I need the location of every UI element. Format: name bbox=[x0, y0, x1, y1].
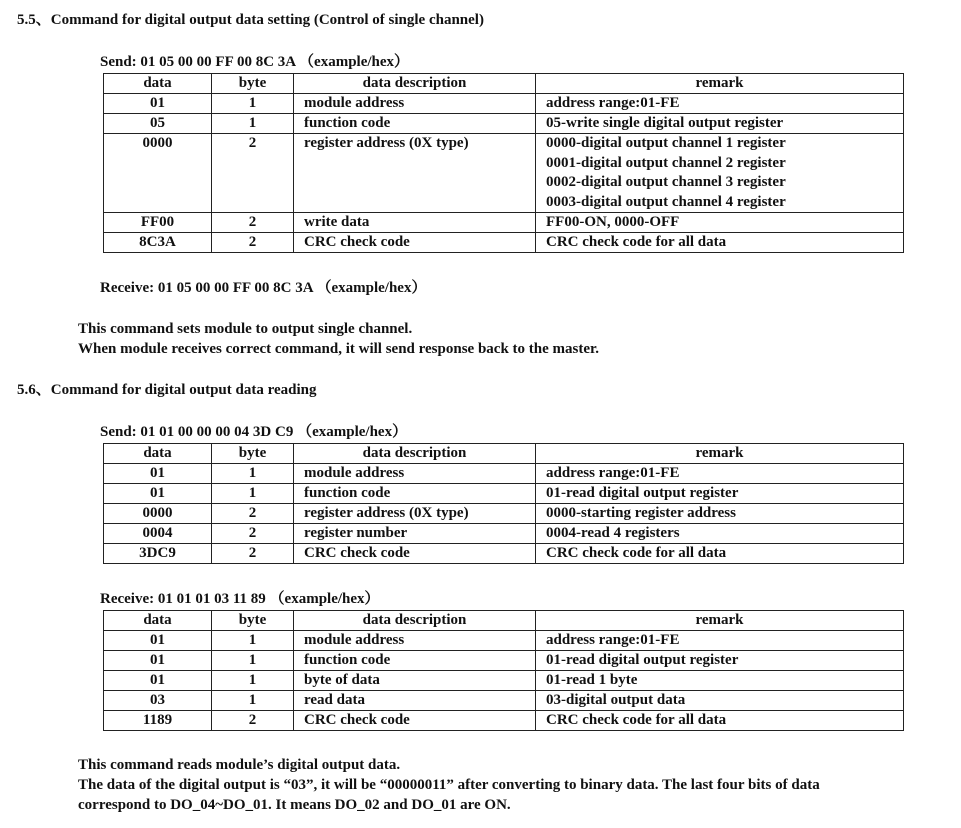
table-header-row bbox=[104, 444, 904, 464]
cell-description: register address (0X type) bbox=[294, 504, 536, 524]
note-line: The data of the digital output is “03”, it will be “00000011” after converting to binary data. The last four bits of data bbox=[78, 777, 820, 793]
cell-description: module address bbox=[294, 464, 536, 484]
table-row bbox=[104, 691, 904, 711]
cell-description: register address (0X type) bbox=[294, 134, 536, 213]
table-row bbox=[104, 671, 904, 691]
cell-description: CRC check code bbox=[294, 544, 536, 564]
cell-data: 01 bbox=[104, 631, 212, 651]
table-row bbox=[104, 484, 904, 504]
cell-description: function code bbox=[294, 484, 536, 504]
cell-description: function code bbox=[294, 651, 536, 671]
command-table-5-5 bbox=[103, 73, 904, 253]
cell-data: 01 bbox=[104, 464, 212, 484]
cell-data: 1189 bbox=[104, 711, 212, 731]
cell-data: 0000 bbox=[104, 504, 212, 524]
table-row bbox=[104, 631, 904, 651]
table-row bbox=[104, 651, 904, 671]
table-row bbox=[104, 464, 904, 484]
remark-line: 0003-digital output channel 4 register bbox=[546, 193, 786, 210]
cell-description: register number bbox=[294, 524, 536, 544]
send-table-5-6 bbox=[103, 443, 904, 564]
cell-remark: CRC check code for all data bbox=[536, 233, 904, 253]
cell-description: module address bbox=[294, 94, 536, 114]
table-row bbox=[104, 94, 904, 114]
cell-byte: 1 bbox=[212, 114, 294, 134]
table-row bbox=[104, 524, 904, 544]
cell-byte: 1 bbox=[212, 631, 294, 651]
col-header-byte: byte bbox=[212, 74, 294, 94]
cell-data: 3DC9 bbox=[104, 544, 212, 564]
remark-line: 0001-digital output channel 2 register bbox=[546, 154, 786, 171]
note-line: correspond to DO_04~DO_01. It means DO_02 and DO_01 are ON. bbox=[78, 797, 511, 813]
cell-remark: 01-read digital output register bbox=[536, 484, 904, 504]
cell-byte: 2 bbox=[212, 233, 294, 253]
remark-line: 0002-digital output channel 3 register bbox=[546, 174, 786, 190]
cell-remark: 0000-starting register address bbox=[536, 504, 904, 524]
cell-remark: CRC check code for all data bbox=[536, 711, 904, 731]
cell-remark: 01-read digital output register bbox=[536, 651, 904, 671]
cell-remark: address range:01-FE bbox=[536, 631, 904, 651]
section-5-5-heading: 5.5、Command for digital output data setting (Control of single channel) bbox=[17, 12, 484, 28]
table-row bbox=[104, 544, 904, 564]
cell-description: byte of data bbox=[294, 671, 536, 691]
cell-byte: 1 bbox=[212, 651, 294, 671]
cell-data: FF00 bbox=[104, 213, 212, 233]
cell-data: 0000 bbox=[104, 134, 212, 213]
cell-remark: CRC check code for all data bbox=[536, 544, 904, 564]
cell-data: 01 bbox=[104, 484, 212, 504]
cell-description: read data bbox=[294, 691, 536, 711]
cell-byte: 2 bbox=[212, 504, 294, 524]
col-header-data: data bbox=[104, 444, 212, 464]
col-header-data: data bbox=[104, 74, 212, 94]
cell-remark: 03-digital output data bbox=[536, 691, 904, 711]
cell-byte: 1 bbox=[212, 94, 294, 114]
cell-data: 01 bbox=[104, 671, 212, 691]
cell-byte: 1 bbox=[212, 484, 294, 504]
receive-example-5-6: Receive: 01 01 01 03 11 89 （example/hex） bbox=[100, 591, 380, 607]
note-line: This command sets module to output single channel. bbox=[78, 321, 413, 337]
cell-remark: address range:01-FE bbox=[536, 94, 904, 114]
cell-byte: 2 bbox=[212, 711, 294, 731]
col-header-remark: remark bbox=[536, 444, 904, 464]
col-header-data: data bbox=[104, 611, 212, 631]
cell-remark: FF00-ON, 0000-OFF bbox=[536, 213, 904, 233]
cell-data: 01 bbox=[104, 94, 212, 114]
cell-byte: 2 bbox=[212, 213, 294, 233]
receive-example-5-5: Receive: 01 05 00 00 FF 00 8C 3A （example/hex） bbox=[100, 280, 427, 296]
col-header-description: data description bbox=[294, 444, 536, 464]
cell-remark: 01-read 1 byte bbox=[536, 671, 904, 691]
cell-byte: 2 bbox=[212, 544, 294, 564]
col-header-byte: byte bbox=[212, 444, 294, 464]
cell-remark: 05-write single digital output register bbox=[536, 114, 904, 134]
receive-table-5-6 bbox=[103, 610, 904, 731]
table-row bbox=[104, 114, 904, 134]
section-5-6-heading: 5.6、Command for digital output data reading bbox=[17, 382, 317, 398]
note-line: When module receives correct command, it will send response back to the master. bbox=[78, 341, 600, 357]
cell-byte: 2 bbox=[212, 134, 294, 213]
table-row bbox=[104, 504, 904, 524]
cell-remark: 0004-read 4 registers bbox=[536, 524, 904, 544]
cell-description: function code bbox=[294, 114, 536, 134]
cell-byte: 1 bbox=[212, 464, 294, 484]
table-row bbox=[104, 134, 904, 213]
table-header-row bbox=[104, 611, 904, 631]
cell-remark bbox=[536, 134, 904, 213]
cell-byte: 1 bbox=[212, 671, 294, 691]
table-row bbox=[104, 711, 904, 731]
cell-data: 01 bbox=[104, 651, 212, 671]
col-header-remark: remark bbox=[536, 611, 904, 631]
cell-description: write data bbox=[294, 213, 536, 233]
col-header-byte: byte bbox=[212, 611, 294, 631]
col-header-description: data description bbox=[294, 74, 536, 94]
table-row bbox=[104, 233, 904, 253]
cell-description: CRC check code bbox=[294, 711, 536, 731]
cell-data: 03 bbox=[104, 691, 212, 711]
cell-remark: address range:01-FE bbox=[536, 464, 904, 484]
cell-data: 8C3A bbox=[104, 233, 212, 253]
table-row bbox=[104, 213, 904, 233]
send-example-5-5: Send: 01 05 00 00 FF 00 8C 3A （example/hex） bbox=[100, 54, 410, 70]
col-header-remark: remark bbox=[536, 74, 904, 94]
cell-byte: 1 bbox=[212, 691, 294, 711]
cell-data: 05 bbox=[104, 114, 212, 134]
cell-data: 0004 bbox=[104, 524, 212, 544]
table-header-row bbox=[104, 74, 904, 94]
send-example-5-6: Send: 01 01 00 00 00 04 3D C9 （example/hex） bbox=[100, 424, 408, 440]
cell-byte: 2 bbox=[212, 524, 294, 544]
col-header-description: data description bbox=[294, 611, 536, 631]
cell-description: module address bbox=[294, 631, 536, 651]
remark-line: 0000-digital output channel 1 register bbox=[546, 135, 786, 151]
cell-description: CRC check code bbox=[294, 233, 536, 253]
note-line: This command reads module’s digital output data. bbox=[78, 757, 401, 773]
